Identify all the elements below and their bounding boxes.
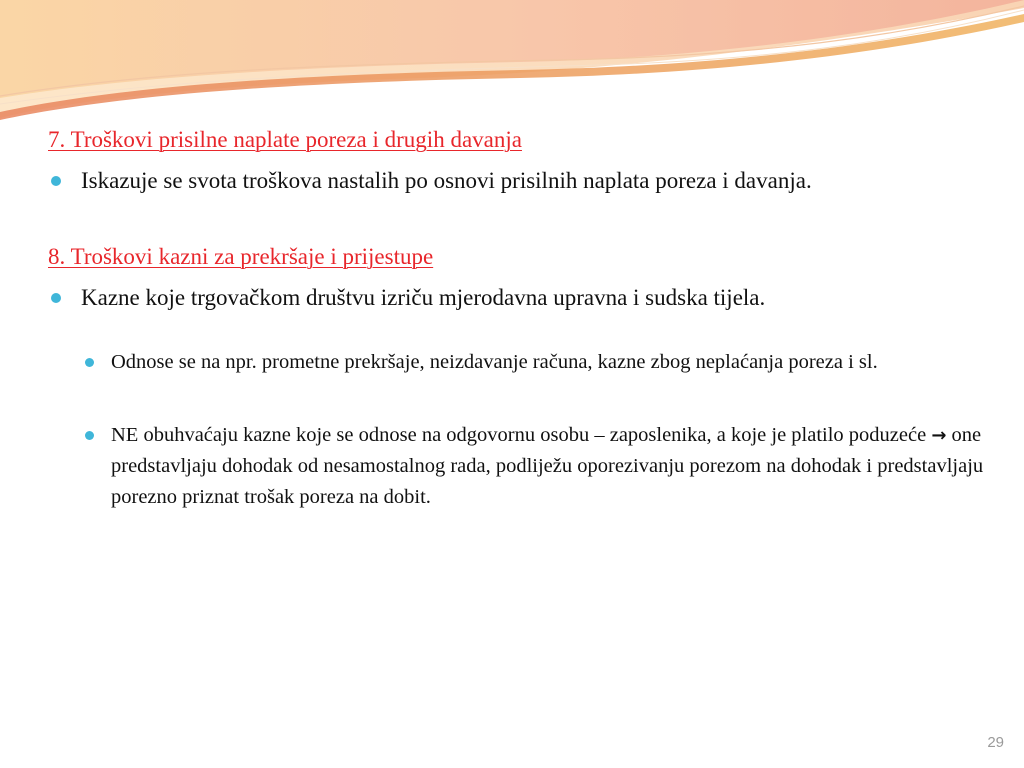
- bullet-item: [48, 281, 1008, 314]
- bullet-icon: [51, 176, 61, 186]
- sub-bullet-item: [48, 420, 1008, 513]
- sub-bullet-text-part-1: NE obuhvaćaju kazne koje se odnose na odgovornu osobu – zaposlenika, a koje je platilo poduzeće: [111, 424, 927, 446]
- bullet-text: Kazne koje trgovačkom društvu izriču mjerodavna upravna i sudska tijela.: [81, 285, 766, 310]
- sub-bullet-item: [48, 347, 1008, 378]
- bullet-icon: [51, 293, 61, 303]
- right-arrow-icon: →: [931, 425, 947, 446]
- bullet-item: [48, 164, 1008, 197]
- bullet-text: Iskazuje se svota troškova nastalih po osnovi prisilnih naplata poreza i davanja.: [81, 168, 812, 193]
- slide-body: [48, 124, 1008, 513]
- section-7-heading: 7. Troškovi prisilne naplate poreza i drugih davanja: [48, 127, 522, 152]
- section-8-heading: 8. Troškovi kazni za prekršaje i prijestupe: [48, 244, 434, 269]
- bullet-icon: [85, 358, 94, 367]
- sub-bullet-text: Odnose se na npr. prometne prekršaje, neizdavanje računa, kazne zbog neplaćanja poreza i sl.: [111, 351, 878, 373]
- bullet-icon: [85, 431, 94, 440]
- page-number: 29: [987, 734, 1004, 751]
- header-swoosh-decoration: [0, 0, 1024, 140]
- sub-bullet-text-part-2: one predstavljaju dohodak od nesamostalnog rada, podliježu oporezivanju porezom na dohodak i predstavljaju porezno priznat trošak poreza na dobit.: [111, 424, 984, 508]
